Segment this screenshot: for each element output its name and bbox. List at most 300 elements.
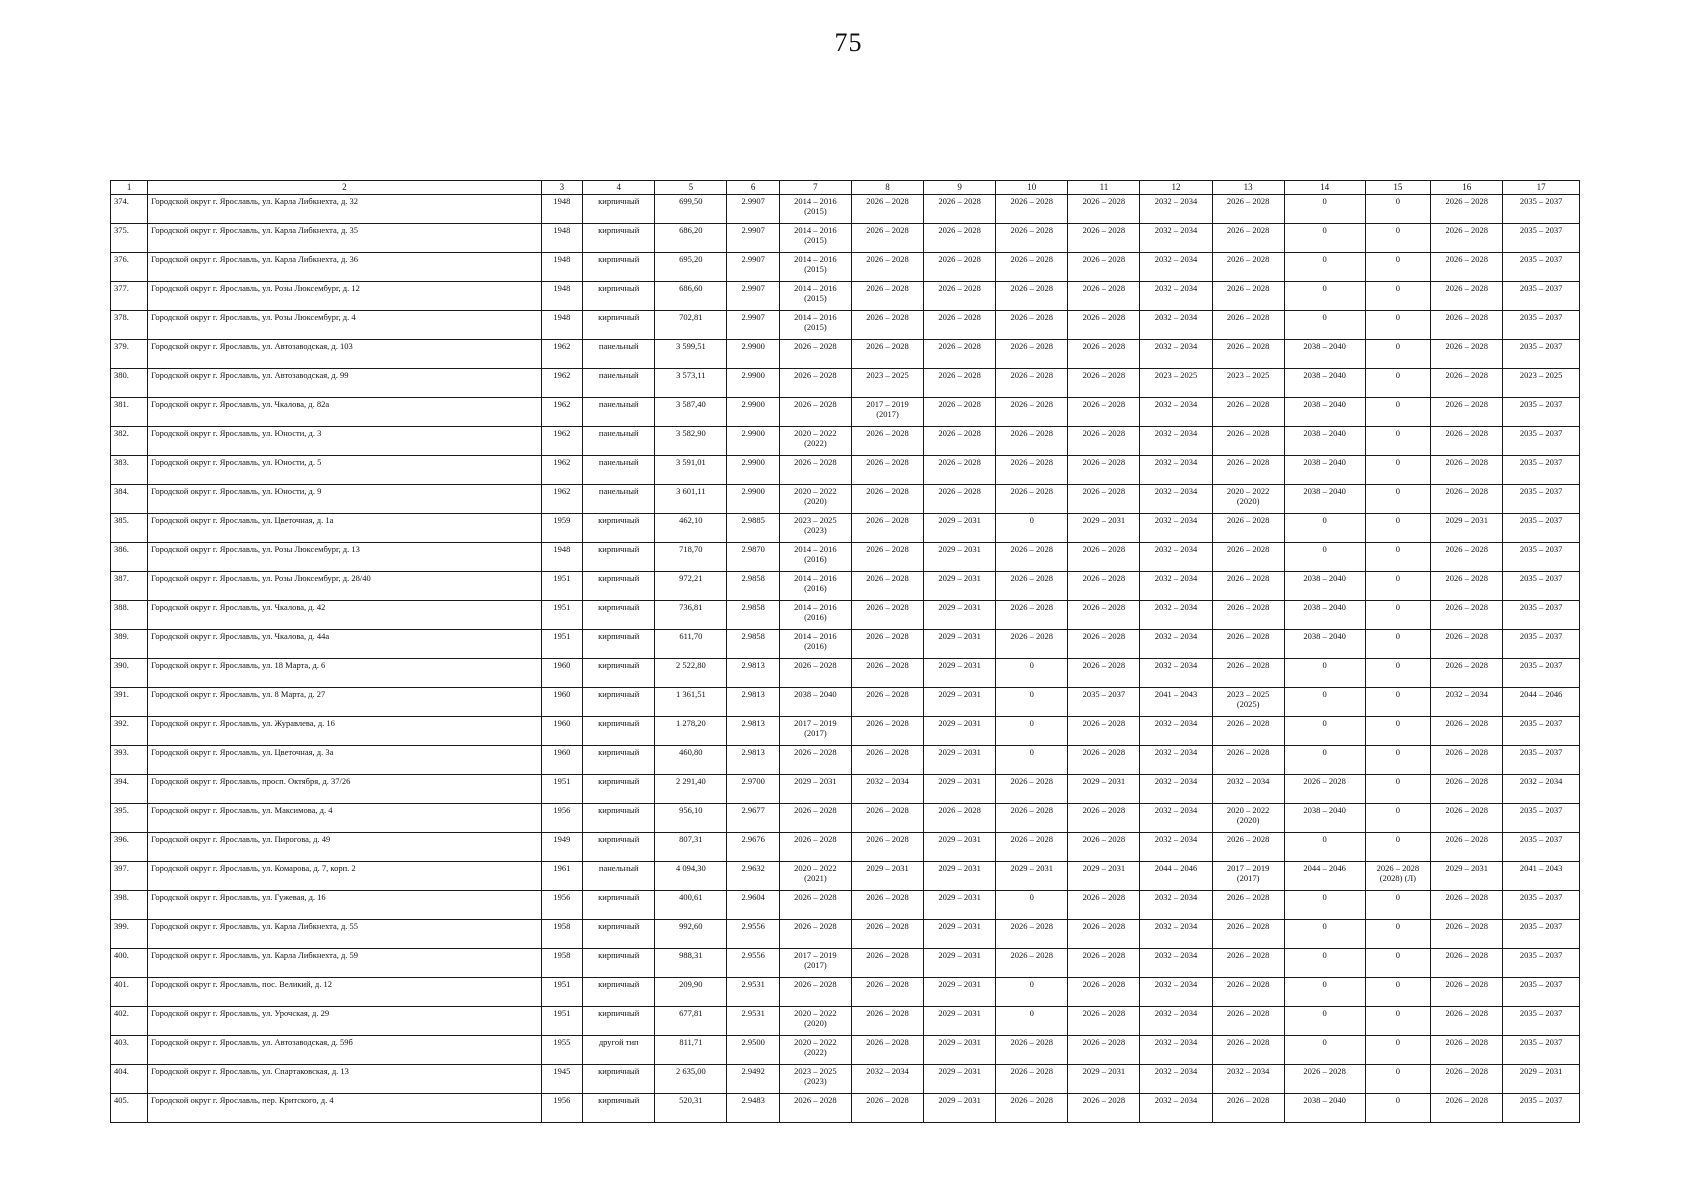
address-cell: Городской округ г. Ярославль, ул. Цветочная, д. 3а bbox=[148, 746, 541, 775]
table-cell: 2026 – 2028 bbox=[779, 746, 851, 775]
row-number-cell: 385. bbox=[111, 514, 148, 543]
table-cell: 0 bbox=[1365, 1094, 1431, 1123]
table-cell: 1948 bbox=[541, 543, 583, 572]
table-cell: 2029 – 2031 bbox=[1068, 862, 1140, 891]
table-cell: 2032 – 2034 bbox=[1140, 630, 1212, 659]
table-cell: 2026 – 2028 bbox=[851, 833, 923, 862]
table-cell: 2029 – 2031 bbox=[1503, 1065, 1580, 1094]
table-cell: 2035 – 2037 bbox=[1503, 978, 1580, 1007]
table-cell: 2026 – 2028 bbox=[996, 253, 1068, 282]
table-cell: 2026 – 2028 bbox=[996, 340, 1068, 369]
table-cell: 1958 bbox=[541, 949, 583, 978]
table-cell: кирпичный bbox=[583, 688, 655, 717]
table-cell: 2014 – 2016 (2015) bbox=[779, 282, 851, 311]
address-cell: Городской округ г. Ярославль, ул. Чкалова, д. 42 bbox=[148, 601, 541, 630]
table-cell: 2038 – 2040 bbox=[1284, 804, 1365, 833]
table-cell: 2.9531 bbox=[727, 1007, 779, 1036]
table-cell: 2026 – 2028 bbox=[1068, 572, 1140, 601]
row-number-cell: 384. bbox=[111, 485, 148, 514]
table-cell: 2038 – 2040 bbox=[1284, 601, 1365, 630]
table-cell: 972,21 bbox=[655, 572, 727, 601]
table-cell: 2032 – 2034 bbox=[1140, 775, 1212, 804]
table-cell: 0 bbox=[1365, 775, 1431, 804]
table-cell: 2020 – 2022 (2020) bbox=[779, 485, 851, 514]
table-cell: 2038 – 2040 bbox=[1284, 369, 1365, 398]
table-row bbox=[111, 224, 1580, 253]
table-cell: 2029 – 2031 bbox=[1431, 862, 1503, 891]
table-cell: панельный bbox=[583, 485, 655, 514]
table-cell: 0 bbox=[1365, 311, 1431, 340]
table-cell: 2029 – 2031 bbox=[924, 688, 996, 717]
row-number-cell: 382. bbox=[111, 427, 148, 456]
table-cell: 2026 – 2028 bbox=[1431, 456, 1503, 485]
table-cell: 1955 bbox=[541, 1036, 583, 1065]
table-cell: 2029 – 2031 bbox=[924, 891, 996, 920]
table-cell: 2029 – 2031 bbox=[924, 630, 996, 659]
table-cell: кирпичный bbox=[583, 978, 655, 1007]
table-cell: 0 bbox=[1284, 311, 1365, 340]
table-cell: 2026 – 2028 bbox=[1068, 311, 1140, 340]
table-cell: 0 bbox=[1284, 282, 1365, 311]
table-cell: 2026 – 2028 bbox=[996, 920, 1068, 949]
header-row bbox=[111, 181, 1580, 195]
table-cell: 2.9907 bbox=[727, 282, 779, 311]
table-cell: 2023 – 2025 bbox=[1503, 369, 1580, 398]
table-cell: 1949 bbox=[541, 833, 583, 862]
table-cell: 2026 – 2028 bbox=[851, 543, 923, 572]
table-cell: 2026 – 2028 bbox=[1068, 224, 1140, 253]
column-header: 17 bbox=[1503, 181, 1580, 195]
table-cell: 2026 – 2028 bbox=[779, 920, 851, 949]
table-cell: 2035 – 2037 bbox=[1503, 427, 1580, 456]
table-cell: 1951 bbox=[541, 572, 583, 601]
table-cell: 2026 – 2028 bbox=[779, 804, 851, 833]
table-cell: 520,31 bbox=[655, 1094, 727, 1123]
table-cell: 2026 – 2028 bbox=[1068, 891, 1140, 920]
table-cell: 1948 bbox=[541, 195, 583, 224]
table-cell: 2026 – 2028 bbox=[851, 427, 923, 456]
table-cell: 2026 – 2028 bbox=[1212, 1007, 1284, 1036]
table-cell: 2032 – 2034 bbox=[1140, 311, 1212, 340]
table-cell: 2023 – 2025 bbox=[851, 369, 923, 398]
table-cell: 1962 bbox=[541, 485, 583, 514]
table-cell: 2026 – 2028 bbox=[851, 891, 923, 920]
table-cell: 0 bbox=[1365, 543, 1431, 572]
table-cell: 2026 – 2028 bbox=[779, 456, 851, 485]
table-cell: 1958 bbox=[541, 920, 583, 949]
table-cell: 2029 – 2031 bbox=[996, 862, 1068, 891]
row-number-cell: 389. bbox=[111, 630, 148, 659]
row-number-cell: 380. bbox=[111, 369, 148, 398]
table-cell: 2029 – 2031 bbox=[924, 775, 996, 804]
table-cell: 2026 – 2028 bbox=[851, 1094, 923, 1123]
table-cell: кирпичный bbox=[583, 514, 655, 543]
table-cell: 2.9858 bbox=[727, 630, 779, 659]
table-cell: 2032 – 2034 bbox=[1140, 224, 1212, 253]
table-cell: 0 bbox=[996, 1007, 1068, 1036]
table-cell: 2026 – 2028 bbox=[779, 833, 851, 862]
table-cell: 0 bbox=[1365, 340, 1431, 369]
table-cell: 2026 – 2028 bbox=[1212, 920, 1284, 949]
table-cell: 695,20 bbox=[655, 253, 727, 282]
table-cell: 2026 – 2028 bbox=[1212, 224, 1284, 253]
table-cell: 2026 – 2028 bbox=[851, 253, 923, 282]
table-cell: 2 635,00 bbox=[655, 1065, 727, 1094]
table-cell: 2029 – 2031 bbox=[924, 1065, 996, 1094]
table-cell: 2026 – 2028 bbox=[851, 340, 923, 369]
table-cell: 2026 – 2028 bbox=[1212, 398, 1284, 427]
table-cell: 2026 – 2028 bbox=[1284, 775, 1365, 804]
table-cell: 2026 – 2028 bbox=[924, 456, 996, 485]
table-cell: 2026 – 2028 bbox=[851, 601, 923, 630]
table-cell: 2026 – 2028 bbox=[996, 543, 1068, 572]
table-cell: 2017 – 2019 (2017) bbox=[851, 398, 923, 427]
table-cell: 0 bbox=[996, 978, 1068, 1007]
column-header: 3 bbox=[541, 181, 583, 195]
table-cell: 0 bbox=[1284, 659, 1365, 688]
table-cell: 2026 – 2028 bbox=[996, 630, 1068, 659]
address-cell: Городской округ г. Ярославль, ул. 18 Марта, д. 6 bbox=[148, 659, 541, 688]
row-number-cell: 403. bbox=[111, 1036, 148, 1065]
table-cell: 2035 – 2037 bbox=[1503, 572, 1580, 601]
table-cell: 2035 – 2037 bbox=[1503, 601, 1580, 630]
table-row bbox=[111, 862, 1580, 891]
table-cell: 0 bbox=[1284, 833, 1365, 862]
table-cell: кирпичный bbox=[583, 282, 655, 311]
table-cell: 2026 – 2028 bbox=[1431, 601, 1503, 630]
table-cell: 2026 – 2028 bbox=[1212, 978, 1284, 1007]
table-cell: 2.9677 bbox=[727, 804, 779, 833]
table-cell: 2026 – 2028 bbox=[851, 282, 923, 311]
table-cell: 4 094,30 bbox=[655, 862, 727, 891]
table-cell: 0 bbox=[1365, 253, 1431, 282]
table-cell: 2038 – 2040 bbox=[1284, 630, 1365, 659]
column-header: 5 bbox=[655, 181, 727, 195]
table-cell: 0 bbox=[1284, 978, 1365, 1007]
table-cell: 1960 bbox=[541, 717, 583, 746]
table-cell: кирпичный bbox=[583, 311, 655, 340]
table-cell: 2.9907 bbox=[727, 311, 779, 340]
table-row bbox=[111, 282, 1580, 311]
table-cell: 2026 – 2028 bbox=[1431, 630, 1503, 659]
table-cell: 2026 – 2028 bbox=[851, 514, 923, 543]
address-cell: Городской округ г. Ярославль, ул. Карла Либкнехта, д. 35 bbox=[148, 224, 541, 253]
table-cell: 2023 – 2025 bbox=[1212, 369, 1284, 398]
table-cell: 2035 – 2037 bbox=[1503, 195, 1580, 224]
table-cell: 2026 – 2028 bbox=[1212, 717, 1284, 746]
table-cell: 0 bbox=[1284, 920, 1365, 949]
table-cell: 1959 bbox=[541, 514, 583, 543]
table-cell: 2029 – 2031 bbox=[924, 1094, 996, 1123]
table-row bbox=[111, 630, 1580, 659]
table-cell: 0 bbox=[1284, 891, 1365, 920]
table-cell: 2026 – 2028 bbox=[1212, 746, 1284, 775]
table-cell: 0 bbox=[996, 659, 1068, 688]
table-cell: 702,81 bbox=[655, 311, 727, 340]
table-cell: 2026 – 2028 bbox=[924, 253, 996, 282]
table-cell: 736,81 bbox=[655, 601, 727, 630]
table-cell: 0 bbox=[1284, 688, 1365, 717]
column-header: 7 bbox=[779, 181, 851, 195]
table-cell: 0 bbox=[1365, 514, 1431, 543]
table-cell: 2014 – 2016 (2016) bbox=[779, 601, 851, 630]
table-cell: 2026 – 2028 bbox=[1431, 224, 1503, 253]
table-cell: 0 bbox=[1284, 543, 1365, 572]
table-cell: 0 bbox=[1365, 717, 1431, 746]
table-cell: 462,10 bbox=[655, 514, 727, 543]
table-cell: 2029 – 2031 bbox=[924, 514, 996, 543]
table-row bbox=[111, 949, 1580, 978]
table-cell: 2026 – 2028 bbox=[1431, 398, 1503, 427]
table-cell: 2035 – 2037 bbox=[1503, 659, 1580, 688]
table-cell: 2026 – 2028 bbox=[1431, 195, 1503, 224]
row-number-cell: 397. bbox=[111, 862, 148, 891]
table-cell: 2.9907 bbox=[727, 253, 779, 282]
table-cell: 2026 – 2028 bbox=[1068, 543, 1140, 572]
table-cell: 0 bbox=[1365, 659, 1431, 688]
table-cell: панельный bbox=[583, 398, 655, 427]
table-cell: 2014 – 2016 (2015) bbox=[779, 195, 851, 224]
table-cell: 2029 – 2031 bbox=[779, 775, 851, 804]
table-cell: 718,70 bbox=[655, 543, 727, 572]
table-cell: 2026 – 2028 bbox=[1212, 514, 1284, 543]
table-cell: 2020 – 2022 (2020) bbox=[779, 1007, 851, 1036]
column-header: 11 bbox=[1068, 181, 1140, 195]
table-cell: 3 587,40 bbox=[655, 398, 727, 427]
table-cell: 2035 – 2037 bbox=[1503, 891, 1580, 920]
table-cell: 2026 – 2028 bbox=[996, 572, 1068, 601]
table-cell: 2026 – 2028 bbox=[1431, 949, 1503, 978]
table-cell: 2026 – 2028 bbox=[1212, 659, 1284, 688]
table-cell: 2038 – 2040 bbox=[1284, 572, 1365, 601]
table-cell: 2032 – 2034 bbox=[1140, 1036, 1212, 1065]
row-number-cell: 399. bbox=[111, 920, 148, 949]
table-cell: 2026 – 2028 bbox=[1212, 572, 1284, 601]
table-row bbox=[111, 195, 1580, 224]
table-row bbox=[111, 1007, 1580, 1036]
table-cell: 2032 – 2034 bbox=[1140, 659, 1212, 688]
table-cell: 2035 – 2037 bbox=[1503, 311, 1580, 340]
table-cell: 1948 bbox=[541, 224, 583, 253]
table-cell: 2026 – 2028 bbox=[1431, 746, 1503, 775]
table-cell: 3 582,90 bbox=[655, 427, 727, 456]
table-cell: 1960 bbox=[541, 659, 583, 688]
table-cell: 0 bbox=[1365, 978, 1431, 1007]
table-cell: 2026 – 2028 bbox=[1431, 1007, 1503, 1036]
table-cell: 0 bbox=[1365, 1065, 1431, 1094]
table-cell: 1960 bbox=[541, 688, 583, 717]
table-cell: 2026 – 2028 bbox=[1068, 427, 1140, 456]
table-cell: 2.9900 bbox=[727, 398, 779, 427]
table-cell: 2026 – 2028 bbox=[1431, 1094, 1503, 1123]
table-cell: 2032 – 2034 bbox=[1140, 514, 1212, 543]
table-cell: 2035 – 2037 bbox=[1503, 282, 1580, 311]
table-cell: 2026 – 2028 bbox=[924, 340, 996, 369]
table-cell: 2026 – 2028 bbox=[851, 717, 923, 746]
table-cell: 0 bbox=[1365, 572, 1431, 601]
table-cell: другой тип bbox=[583, 1036, 655, 1065]
table-cell: 2026 – 2028 bbox=[1068, 1036, 1140, 1065]
table-cell: 2020 – 2022 (2020) bbox=[1212, 485, 1284, 514]
table-cell: 2026 – 2028 bbox=[1431, 282, 1503, 311]
column-header: 10 bbox=[996, 181, 1068, 195]
column-header: 6 bbox=[727, 181, 779, 195]
table-cell: 2.9885 bbox=[727, 514, 779, 543]
address-cell: Городской округ г. Ярославль, ул. Комарова, д. 7, корп. 2 bbox=[148, 862, 541, 891]
table-cell: 2.9531 bbox=[727, 978, 779, 1007]
table-cell: 2029 – 2031 bbox=[1068, 775, 1140, 804]
table-cell: 2026 – 2028 bbox=[1068, 253, 1140, 282]
table-cell: 2.9556 bbox=[727, 920, 779, 949]
address-cell: Городской округ г. Ярославль, просп. Октября, д. 37/26 bbox=[148, 775, 541, 804]
row-number-cell: 398. bbox=[111, 891, 148, 920]
table-cell: 1961 bbox=[541, 862, 583, 891]
table-cell: 2044 – 2046 bbox=[1140, 862, 1212, 891]
table-cell: 2032 – 2034 bbox=[1140, 601, 1212, 630]
address-cell: Городской округ г. Ярославль, ул. Спартаковская, д. 13 bbox=[148, 1065, 541, 1094]
address-cell: Городской округ г. Ярославль, ул. Чкалова, д. 44а bbox=[148, 630, 541, 659]
table-cell: 699,50 bbox=[655, 195, 727, 224]
table-cell: 2026 – 2028 bbox=[1068, 398, 1140, 427]
table-cell: 2.9870 bbox=[727, 543, 779, 572]
table-cell: 0 bbox=[1365, 485, 1431, 514]
address-cell: Городской округ г. Ярославль, ул. Юности, д. 3 bbox=[148, 427, 541, 456]
table-cell: 400,61 bbox=[655, 891, 727, 920]
table-cell: 2026 – 2028 bbox=[851, 456, 923, 485]
row-number-cell: 394. bbox=[111, 775, 148, 804]
table-cell: 0 bbox=[1365, 601, 1431, 630]
table-cell: 2026 – 2028 bbox=[851, 195, 923, 224]
table-cell: 2029 – 2031 bbox=[924, 572, 996, 601]
address-cell: Городской округ г. Ярославль, ул. Юности, д. 9 bbox=[148, 485, 541, 514]
table-cell: 2023 – 2025 (2023) bbox=[779, 514, 851, 543]
table-cell: 2026 – 2028 bbox=[996, 601, 1068, 630]
table-cell: панельный bbox=[583, 427, 655, 456]
table-cell: 2.9900 bbox=[727, 427, 779, 456]
column-header: 9 bbox=[924, 181, 996, 195]
table-cell: 2.9813 bbox=[727, 659, 779, 688]
table-cell: 2.9813 bbox=[727, 717, 779, 746]
row-number-cell: 379. bbox=[111, 340, 148, 369]
table-cell: 2044 – 2046 bbox=[1284, 862, 1365, 891]
table-cell: 0 bbox=[1284, 949, 1365, 978]
table-cell: 2.9900 bbox=[727, 485, 779, 514]
table-cell: 2029 – 2031 bbox=[924, 1036, 996, 1065]
table-cell: 2026 – 2028 bbox=[996, 1094, 1068, 1123]
table-cell: 0 bbox=[1284, 514, 1365, 543]
table-cell: 0 bbox=[1284, 1036, 1365, 1065]
table-cell: 2026 – 2028 bbox=[996, 1065, 1068, 1094]
table-cell: 2035 – 2037 bbox=[1503, 920, 1580, 949]
table-cell: 2.9676 bbox=[727, 833, 779, 862]
table-cell: 2029 – 2031 bbox=[851, 862, 923, 891]
table-cell: кирпичный bbox=[583, 891, 655, 920]
table-cell: 2026 – 2028 bbox=[996, 311, 1068, 340]
address-cell: Городской округ г. Ярославль, ул. Розы Люксембург, д. 28/40 bbox=[148, 572, 541, 601]
table-row bbox=[111, 340, 1580, 369]
table-cell: 2026 – 2028 bbox=[1068, 659, 1140, 688]
table-cell: 2032 – 2034 bbox=[1140, 891, 1212, 920]
table-cell: 2023 – 2025 bbox=[1140, 369, 1212, 398]
table-row bbox=[111, 804, 1580, 833]
table-cell: 2.9907 bbox=[727, 224, 779, 253]
table-cell: 2023 – 2025 (2023) bbox=[779, 1065, 851, 1094]
table-cell: 0 bbox=[996, 746, 1068, 775]
table-header bbox=[111, 181, 1580, 195]
table-row bbox=[111, 369, 1580, 398]
table-cell: 0 bbox=[1365, 949, 1431, 978]
table-cell: 2026 – 2028 bbox=[1068, 456, 1140, 485]
table-cell: 2.9858 bbox=[727, 572, 779, 601]
column-header: 8 bbox=[851, 181, 923, 195]
table-cell: 0 bbox=[1284, 253, 1365, 282]
table-cell: 2035 – 2037 bbox=[1503, 1007, 1580, 1036]
table-cell: 0 bbox=[996, 891, 1068, 920]
table-cell: 2032 – 2034 bbox=[1140, 920, 1212, 949]
table-cell: 2029 – 2031 bbox=[924, 949, 996, 978]
table-cell: 2032 – 2034 bbox=[1140, 804, 1212, 833]
row-number-cell: 381. bbox=[111, 398, 148, 427]
table-cell: 2014 – 2016 (2015) bbox=[779, 311, 851, 340]
table-cell: 2026 – 2028 bbox=[996, 195, 1068, 224]
table-cell: 2026 – 2028 bbox=[1068, 949, 1140, 978]
table-cell: 1960 bbox=[541, 746, 583, 775]
table-cell: 2026 – 2028 bbox=[779, 1094, 851, 1123]
table-cell: 0 bbox=[1365, 427, 1431, 456]
table-cell: 2032 – 2034 bbox=[1140, 746, 1212, 775]
table-cell: 2026 – 2028 bbox=[851, 224, 923, 253]
table-cell: 2026 – 2028 bbox=[851, 1007, 923, 1036]
table-cell: 1951 bbox=[541, 978, 583, 1007]
table-cell: 2026 – 2028 bbox=[851, 311, 923, 340]
table-cell: 2032 – 2034 bbox=[1140, 456, 1212, 485]
table-cell: 2026 – 2028 bbox=[1068, 833, 1140, 862]
address-cell: Городской округ г. Ярославль, ул. Журавлева, д. 16 bbox=[148, 717, 541, 746]
table-cell: 2026 – 2028 bbox=[1212, 601, 1284, 630]
table-cell: 0 bbox=[1284, 1007, 1365, 1036]
table-cell: 2014 – 2016 (2015) bbox=[779, 224, 851, 253]
address-cell: Городской округ г. Ярославль, ул. 8 Марта, д. 27 bbox=[148, 688, 541, 717]
table-cell: 2026 – 2028 bbox=[1068, 717, 1140, 746]
table-cell: 2026 – 2028 bbox=[779, 369, 851, 398]
row-number-cell: 405. bbox=[111, 1094, 148, 1123]
table-cell: 2026 – 2028 bbox=[1212, 833, 1284, 862]
table-cell: кирпичный bbox=[583, 775, 655, 804]
table-cell: 2026 – 2028 bbox=[851, 949, 923, 978]
table-cell: 2026 – 2028 bbox=[851, 920, 923, 949]
table-cell: 2032 – 2034 bbox=[1503, 775, 1580, 804]
table-cell: 2026 – 2028 bbox=[996, 1036, 1068, 1065]
table-cell: 1951 bbox=[541, 630, 583, 659]
table-cell: кирпичный bbox=[583, 253, 655, 282]
column-header: 12 bbox=[1140, 181, 1212, 195]
table-cell: 2032 – 2034 bbox=[1140, 833, 1212, 862]
table-cell: 2017 – 2019 (2017) bbox=[779, 949, 851, 978]
table-cell: 2026 – 2028 bbox=[779, 659, 851, 688]
table-cell: 2026 – 2028 bbox=[1431, 804, 1503, 833]
table-cell: 2.9492 bbox=[727, 1065, 779, 1094]
table-cell: 2026 – 2028 bbox=[996, 224, 1068, 253]
table-cell: кирпичный bbox=[583, 1007, 655, 1036]
table-cell: 2026 – 2028 bbox=[1212, 427, 1284, 456]
table-cell: 2038 – 2040 bbox=[1284, 398, 1365, 427]
table-cell: 0 bbox=[1365, 746, 1431, 775]
table-row bbox=[111, 311, 1580, 340]
table-cell: 2038 – 2040 bbox=[1284, 427, 1365, 456]
table-cell: 0 bbox=[1365, 804, 1431, 833]
table-cell: 2038 – 2040 bbox=[1284, 340, 1365, 369]
table-cell: 2029 – 2031 bbox=[924, 978, 996, 1007]
